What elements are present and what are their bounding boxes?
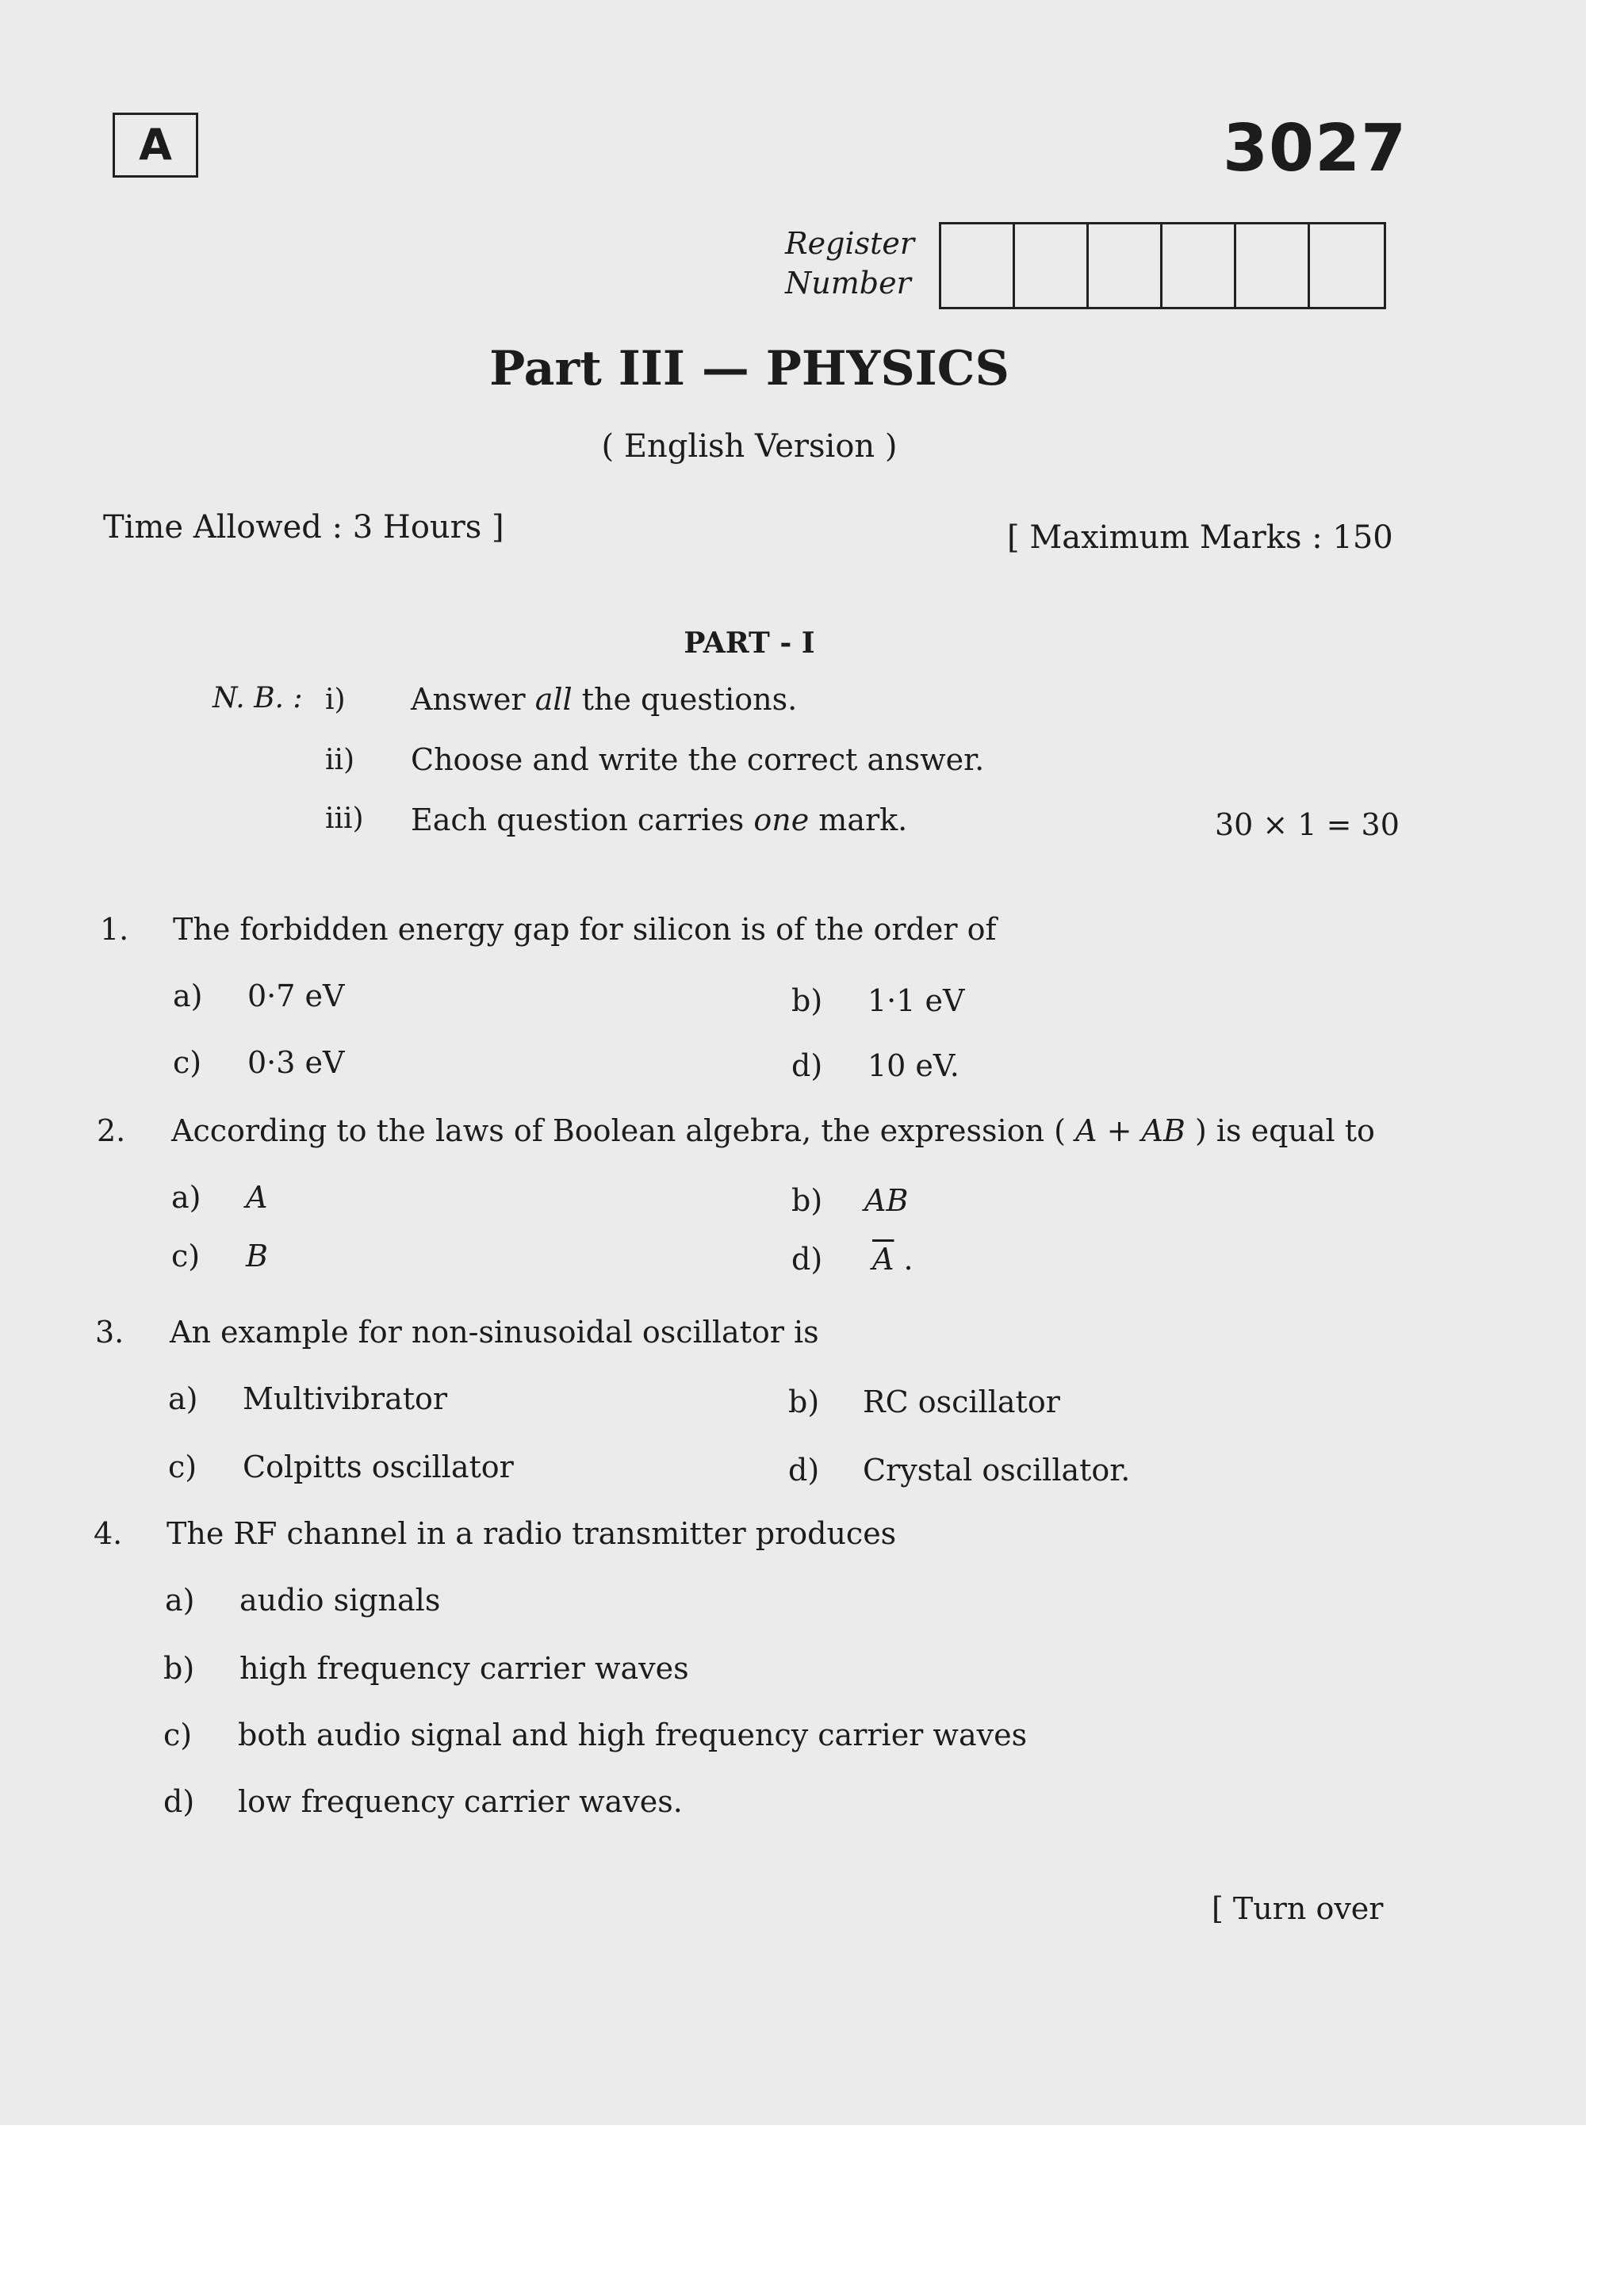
option-label: a) [168, 1381, 198, 1416]
register-digit-box[interactable] [1089, 224, 1162, 307]
instruction-text: Choose and write the correct answer. [411, 742, 985, 777]
question-text: An example for non-sinusoidal oscillator is [170, 1315, 819, 1350]
option-label: b) [163, 1651, 195, 1686]
option-text: 0·3 eV [247, 1045, 345, 1080]
option-text: AB [864, 1183, 909, 1218]
nb-label: N. B. : [213, 682, 303, 714]
register-number-boxes[interactable] [939, 222, 1386, 309]
question-text: The forbidden energy gap for silicon is of the order of [173, 912, 997, 947]
option-text: $\overline{A}$ . [872, 1242, 914, 1277]
option-text: B [246, 1239, 268, 1273]
question-text: According to the laws of Boolean algebra, the expression ( A + AB ) is equal to [171, 1113, 1375, 1148]
option-text: RC oscillator [863, 1384, 1060, 1419]
option-label: c) [168, 1450, 197, 1484]
option-label: d) [791, 1048, 823, 1083]
paper-title: Part III — PHYSICS [489, 341, 1009, 396]
option-label: c) [171, 1239, 201, 1273]
version-label: ( English Version ) [601, 428, 898, 465]
option-label: b) [791, 983, 823, 1018]
register-digit-box[interactable] [1236, 224, 1310, 307]
option-text: 0·7 eV [247, 978, 345, 1013]
question-number: 3. [95, 1315, 124, 1350]
option-label: d) [163, 1784, 195, 1819]
marks-formula: 30 × 1 = 30 [1215, 807, 1400, 842]
register-digit-box[interactable] [941, 224, 1015, 307]
register-digit-box[interactable] [1015, 224, 1089, 307]
option-text: 10 eV. [868, 1048, 959, 1083]
option-label: c) [163, 1718, 193, 1752]
instruction-text: Each question carries one mark. [411, 802, 908, 837]
question-number: 2. [97, 1113, 126, 1148]
option-text: both audio signal and high frequency carrier waves [238, 1718, 1028, 1752]
turn-over-note: [ Turn over [1212, 1891, 1384, 1926]
option-label: a) [173, 978, 203, 1013]
time-allowed: Time Allowed : 3 Hours ] [103, 509, 504, 546]
paper-code: 3027 [1223, 111, 1408, 186]
question-number: 1. [100, 912, 129, 947]
instruction-text: Answer all the questions. [411, 682, 798, 717]
part-heading: PART - I [684, 626, 815, 660]
option-text: Multivibrator [243, 1381, 448, 1416]
option-label: d) [791, 1242, 823, 1277]
option-label: a) [171, 1180, 201, 1215]
option-text: Crystal oscillator. [863, 1453, 1131, 1488]
option-label: b) [791, 1183, 823, 1218]
option-text: Colpitts oscillator [243, 1450, 514, 1484]
register-number-label: Register Number [785, 226, 915, 301]
option-text: audio signals [239, 1583, 441, 1618]
option-label: a) [165, 1583, 195, 1618]
option-text: 1·1 eV [868, 983, 965, 1018]
question-text: The RF channel in a radio transmitter produces [167, 1516, 897, 1551]
option-text: low frequency carrier waves. [238, 1784, 683, 1819]
instruction-number: ii) [325, 744, 355, 776]
instruction-number: iii) [325, 802, 364, 835]
maximum-marks: [ Maximum Marks : 150 [1007, 519, 1393, 556]
option-text: A [246, 1180, 268, 1215]
option-label: c) [173, 1045, 202, 1080]
instruction-number: i) [325, 684, 346, 716]
register-digit-box[interactable] [1310, 224, 1384, 307]
option-label: b) [788, 1384, 820, 1419]
a-bar: $\overline{A}$ [872, 1242, 894, 1277]
option-label: d) [788, 1453, 820, 1488]
register-digit-box[interactable] [1162, 224, 1236, 307]
set-letter-box: A [113, 113, 198, 178]
question-number: 4. [94, 1516, 123, 1551]
option-text: high frequency carrier waves [239, 1651, 689, 1686]
